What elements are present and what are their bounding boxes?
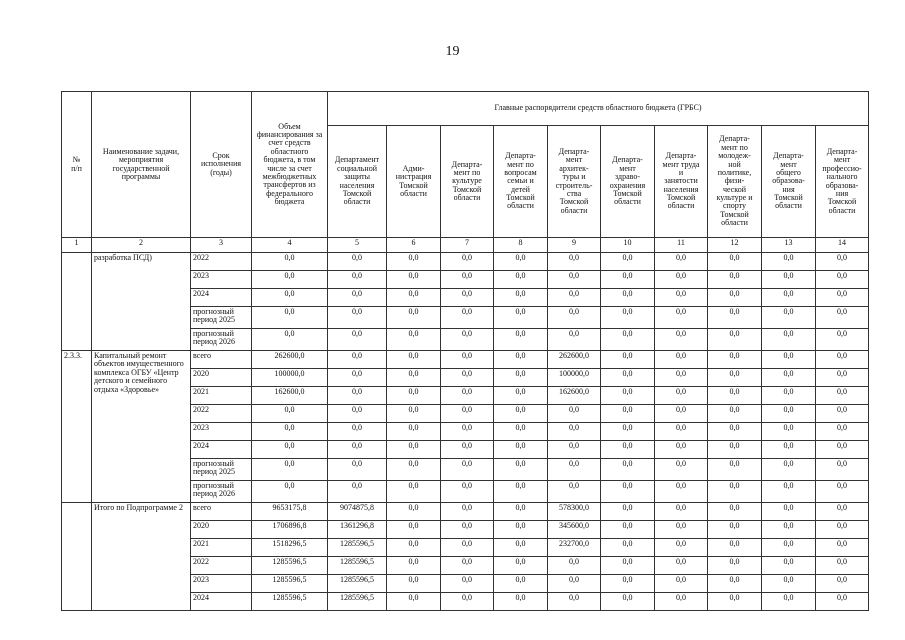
grbs-value-cell: 0,0 — [762, 405, 816, 423]
term-cell: прогнозный период 2025 — [191, 459, 252, 481]
term-cell: прогнозный период 2026 — [191, 329, 252, 351]
column-number: 14 — [816, 238, 869, 253]
grbs-value-cell: 0,0 — [762, 351, 816, 369]
header-grbs-1: Департамент социальной защиты населения Томской области — [328, 126, 387, 238]
column-number: 7 — [441, 238, 494, 253]
grbs-value-cell: 0,0 — [708, 289, 762, 307]
grbs-value-cell: 0,0 — [655, 539, 708, 557]
grbs-value-cell: 0,0 — [708, 307, 762, 329]
grbs-value-cell: 0,0 — [655, 405, 708, 423]
grbs-value-cell: 0,0 — [708, 575, 762, 593]
column-number: 5 — [328, 238, 387, 253]
grbs-value-cell: 0,0 — [762, 575, 816, 593]
grbs-value-cell: 0,0 — [494, 459, 548, 481]
grbs-value-cell: 0,0 — [601, 503, 655, 521]
header-col-volume: Объем финансирования за счет средств областного бюджета, в том числе за счет межбюджетных трансфертов из федерального бюджета — [252, 92, 328, 238]
grbs-value-cell: 0,0 — [601, 387, 655, 405]
header-grbs-2: Адми- нистрация Томской области — [387, 126, 441, 238]
grbs-value-cell: 0,0 — [762, 289, 816, 307]
term-cell: 2022 — [191, 253, 252, 271]
total-cell: 0,0 — [252, 441, 328, 459]
grbs-value-cell: 0,0 — [441, 593, 494, 611]
total-cell: 162600,0 — [252, 387, 328, 405]
grbs-value-cell: 0,0 — [708, 503, 762, 521]
grbs-value-cell: 0,0 — [328, 253, 387, 271]
grbs-value-cell: 0,0 — [601, 423, 655, 441]
grbs-value-cell: 0,0 — [387, 329, 441, 351]
grbs-value-cell: 0,0 — [816, 459, 869, 481]
grbs-value-cell: 0,0 — [387, 405, 441, 423]
grbs-value-cell: 0,0 — [762, 329, 816, 351]
total-cell: 0,0 — [252, 307, 328, 329]
grbs-value-cell: 0,0 — [655, 441, 708, 459]
grbs-value-cell: 0,0 — [441, 459, 494, 481]
grbs-value-cell: 0,0 — [548, 441, 601, 459]
grbs-value-cell: 0,0 — [494, 593, 548, 611]
grbs-value-cell: 0,0 — [762, 503, 816, 521]
grbs-value-cell: 0,0 — [655, 369, 708, 387]
grbs-value-cell: 0,0 — [762, 459, 816, 481]
grbs-value-cell: 0,0 — [441, 503, 494, 521]
grbs-value-cell: 0,0 — [655, 459, 708, 481]
grbs-value-cell: 0,0 — [816, 307, 869, 329]
grbs-value-cell: 0,0 — [548, 593, 601, 611]
grbs-value-cell: 0,0 — [387, 441, 441, 459]
row-index — [62, 253, 92, 351]
column-number: 2 — [92, 238, 191, 253]
budget-table — [61, 91, 869, 611]
grbs-value-cell: 0,0 — [655, 557, 708, 575]
grbs-value-cell: 0,0 — [708, 459, 762, 481]
grbs-value-cell: 0,0 — [762, 307, 816, 329]
header-grbs-8: Департа- мент по молодеж- ной политике, физи- ческой культуре и спорту Томской области — [708, 126, 762, 238]
grbs-value-cell: 0,0 — [655, 387, 708, 405]
grbs-value-cell: 0,0 — [441, 481, 494, 503]
header-grbs-6: Департа- мент здраво- охранения Томской области — [601, 126, 655, 238]
term-cell: прогнозный период 2026 — [191, 481, 252, 503]
grbs-value-cell: 0,0 — [328, 351, 387, 369]
grbs-value-cell: 0,0 — [762, 369, 816, 387]
grbs-value-cell: 0,0 — [548, 575, 601, 593]
total-cell: 262600,0 — [252, 351, 328, 369]
grbs-value-cell: 0,0 — [494, 521, 548, 539]
grbs-value-cell: 0,0 — [494, 557, 548, 575]
grbs-value-cell: 0,0 — [816, 575, 869, 593]
grbs-value-cell: 0,0 — [494, 271, 548, 289]
table-row — [62, 351, 869, 369]
total-cell: 100000,0 — [252, 369, 328, 387]
total-cell: 1285596,5 — [252, 557, 328, 575]
term-cell: всего — [191, 503, 252, 521]
column-number: 9 — [548, 238, 601, 253]
column-number: 12 — [708, 238, 762, 253]
header-grbs-7: Департа- мент труда и занятости населения Томской области — [655, 126, 708, 238]
total-cell: 0,0 — [252, 289, 328, 307]
term-cell: 2022 — [191, 405, 252, 423]
grbs-value-cell: 0,0 — [601, 289, 655, 307]
grbs-value-cell: 0,0 — [601, 593, 655, 611]
header-col-no: № п/п — [62, 92, 92, 238]
grbs-value-cell: 0,0 — [494, 539, 548, 557]
grbs-value-cell: 0,0 — [387, 271, 441, 289]
grbs-value-cell: 0,0 — [601, 271, 655, 289]
grbs-value-cell: 0,0 — [387, 481, 441, 503]
total-cell: 9653175,8 — [252, 503, 328, 521]
grbs-value-cell: 0,0 — [816, 369, 869, 387]
grbs-value-cell: 0,0 — [816, 593, 869, 611]
header-grbs-title: Главные распорядители средств областного бюджета (ГРБС) — [328, 92, 869, 126]
grbs-value-cell: 0,0 — [441, 329, 494, 351]
grbs-value-cell: 0,0 — [548, 289, 601, 307]
term-cell: 2020 — [191, 521, 252, 539]
column-number: 10 — [601, 238, 655, 253]
grbs-value-cell: 0,0 — [601, 307, 655, 329]
grbs-value-cell: 0,0 — [328, 329, 387, 351]
grbs-value-cell: 0,0 — [708, 351, 762, 369]
header-grbs-3: Департа- мент по культуре Томской области — [441, 126, 494, 238]
grbs-value-cell: 0,0 — [328, 387, 387, 405]
grbs-value-cell: 0,0 — [387, 253, 441, 271]
grbs-value-cell: 0,0 — [387, 521, 441, 539]
grbs-value-cell: 232700,0 — [548, 539, 601, 557]
grbs-value-cell: 0,0 — [328, 271, 387, 289]
grbs-value-cell: 578300,0 — [548, 503, 601, 521]
grbs-value-cell: 0,0 — [655, 593, 708, 611]
grbs-value-cell: 0,0 — [762, 539, 816, 557]
total-cell: 0,0 — [252, 459, 328, 481]
grbs-value-cell: 0,0 — [328, 405, 387, 423]
grbs-value-cell: 0,0 — [387, 423, 441, 441]
grbs-value-cell: 0,0 — [762, 271, 816, 289]
column-number: 6 — [387, 238, 441, 253]
grbs-value-cell: 1285596,5 — [328, 593, 387, 611]
grbs-value-cell: 0,0 — [548, 405, 601, 423]
grbs-value-cell: 1285596,5 — [328, 539, 387, 557]
grbs-value-cell: 0,0 — [328, 441, 387, 459]
grbs-value-cell: 0,0 — [816, 539, 869, 557]
grbs-value-cell: 1285596,5 — [328, 575, 387, 593]
grbs-value-cell: 0,0 — [601, 351, 655, 369]
grbs-value-cell: 0,0 — [387, 387, 441, 405]
grbs-value-cell: 0,0 — [494, 253, 548, 271]
grbs-value-cell: 0,0 — [494, 369, 548, 387]
header-grbs-10: Департа- мент профессио- нального образова- ния Томской области — [816, 126, 869, 238]
column-number-row — [62, 238, 869, 253]
grbs-value-cell: 0,0 — [441, 441, 494, 459]
grbs-value-cell: 0,0 — [548, 329, 601, 351]
grbs-value-cell: 0,0 — [548, 253, 601, 271]
header-col-name: Наименование задачи, мероприятия государственной программы — [92, 92, 191, 238]
grbs-value-cell: 0,0 — [655, 503, 708, 521]
grbs-value-cell: 0,0 — [387, 593, 441, 611]
grbs-value-cell: 0,0 — [816, 351, 869, 369]
grbs-value-cell: 0,0 — [762, 441, 816, 459]
column-number: 11 — [655, 238, 708, 253]
grbs-value-cell: 9074875,8 — [328, 503, 387, 521]
grbs-value-cell: 0,0 — [441, 289, 494, 307]
grbs-value-cell: 0,0 — [601, 329, 655, 351]
grbs-value-cell: 0,0 — [441, 369, 494, 387]
column-number: 8 — [494, 238, 548, 253]
term-cell: 2023 — [191, 271, 252, 289]
grbs-value-cell: 0,0 — [548, 423, 601, 441]
term-cell: прогнозный период 2025 — [191, 307, 252, 329]
grbs-value-cell: 0,0 — [601, 575, 655, 593]
grbs-value-cell: 0,0 — [441, 351, 494, 369]
grbs-value-cell: 0,0 — [655, 351, 708, 369]
total-cell: 0,0 — [252, 405, 328, 423]
grbs-value-cell: 0,0 — [494, 289, 548, 307]
grbs-value-cell: 0,0 — [601, 539, 655, 557]
grbs-value-cell: 0,0 — [601, 441, 655, 459]
total-cell: 0,0 — [252, 271, 328, 289]
grbs-value-cell: 0,0 — [328, 459, 387, 481]
total-cell: 1518296,5 — [252, 539, 328, 557]
grbs-value-cell: 0,0 — [816, 557, 869, 575]
table-row — [62, 503, 869, 521]
term-cell: всего — [191, 351, 252, 369]
grbs-value-cell: 0,0 — [655, 575, 708, 593]
total-cell: 1706896,8 — [252, 521, 328, 539]
grbs-value-cell: 0,0 — [328, 481, 387, 503]
total-cell: 1285596,5 — [252, 593, 328, 611]
grbs-value-cell: 0,0 — [328, 307, 387, 329]
grbs-value-cell: 0,0 — [494, 307, 548, 329]
grbs-value-cell: 0,0 — [328, 289, 387, 307]
grbs-value-cell: 0,0 — [494, 387, 548, 405]
grbs-value-cell: 0,0 — [762, 253, 816, 271]
grbs-value-cell: 162600,0 — [548, 387, 601, 405]
grbs-value-cell: 0,0 — [494, 503, 548, 521]
grbs-value-cell: 0,0 — [328, 369, 387, 387]
activity-name: Итого по Подпрограмме 2 — [92, 503, 191, 611]
term-cell: 2024 — [191, 593, 252, 611]
grbs-value-cell: 0,0 — [601, 253, 655, 271]
grbs-value-cell: 0,0 — [816, 271, 869, 289]
grbs-value-cell: 0,0 — [328, 423, 387, 441]
grbs-value-cell: 0,0 — [387, 369, 441, 387]
total-cell: 0,0 — [252, 481, 328, 503]
grbs-value-cell: 0,0 — [548, 481, 601, 503]
term-cell: 2024 — [191, 441, 252, 459]
total-cell: 0,0 — [252, 253, 328, 271]
term-cell: 2021 — [191, 387, 252, 405]
grbs-value-cell: 0,0 — [601, 405, 655, 423]
row-index — [62, 503, 92, 611]
grbs-value-cell: 0,0 — [441, 253, 494, 271]
column-number: 4 — [252, 238, 328, 253]
page-number: 19 — [445, 44, 460, 59]
grbs-value-cell: 0,0 — [816, 289, 869, 307]
grbs-value-cell: 0,0 — [441, 521, 494, 539]
header-grbs-5: Департа- мент архитек- туры и строитель- ства Томской области — [548, 126, 601, 238]
grbs-value-cell: 1285596,5 — [328, 557, 387, 575]
grbs-value-cell: 0,0 — [441, 405, 494, 423]
grbs-value-cell: 0,0 — [762, 521, 816, 539]
grbs-value-cell: 0,0 — [494, 351, 548, 369]
grbs-value-cell: 0,0 — [708, 521, 762, 539]
grbs-value-cell: 0,0 — [816, 405, 869, 423]
grbs-value-cell: 0,0 — [601, 557, 655, 575]
grbs-value-cell: 0,0 — [494, 481, 548, 503]
grbs-value-cell: 0,0 — [387, 351, 441, 369]
grbs-value-cell: 0,0 — [708, 539, 762, 557]
grbs-value-cell: 0,0 — [548, 271, 601, 289]
grbs-value-cell: 100000,0 — [548, 369, 601, 387]
grbs-value-cell: 0,0 — [441, 575, 494, 593]
grbs-value-cell: 0,0 — [387, 289, 441, 307]
grbs-value-cell: 0,0 — [601, 521, 655, 539]
grbs-value-cell: 0,0 — [387, 557, 441, 575]
grbs-value-cell: 0,0 — [762, 387, 816, 405]
grbs-value-cell: 0,0 — [762, 423, 816, 441]
grbs-value-cell: 0,0 — [816, 481, 869, 503]
column-number: 13 — [762, 238, 816, 253]
grbs-value-cell: 0,0 — [655, 329, 708, 351]
grbs-value-cell: 0,0 — [762, 481, 816, 503]
term-cell: 2020 — [191, 369, 252, 387]
grbs-value-cell: 262600,0 — [548, 351, 601, 369]
grbs-value-cell: 0,0 — [441, 307, 494, 329]
term-cell: 2022 — [191, 557, 252, 575]
grbs-value-cell: 0,0 — [441, 539, 494, 557]
term-cell: 2024 — [191, 289, 252, 307]
grbs-value-cell: 0,0 — [494, 575, 548, 593]
activity-name: Капитальный ремонт объектов имущественного комплекса ОГБУ «Центр детского и семейного отдыха «Здоровье» — [92, 351, 191, 503]
grbs-value-cell: 0,0 — [494, 423, 548, 441]
grbs-value-cell: 0,0 — [548, 307, 601, 329]
grbs-value-cell: 0,0 — [708, 481, 762, 503]
table-row — [62, 253, 869, 271]
grbs-value-cell: 0,0 — [708, 387, 762, 405]
grbs-value-cell: 0,0 — [655, 481, 708, 503]
total-cell: 1285596,5 — [252, 575, 328, 593]
grbs-value-cell: 0,0 — [708, 329, 762, 351]
grbs-value-cell: 0,0 — [816, 503, 869, 521]
grbs-value-cell: 0,0 — [655, 423, 708, 441]
grbs-value-cell: 0,0 — [441, 387, 494, 405]
header-col-term: Срок исполнения (годы) — [191, 92, 252, 238]
grbs-value-cell: 1361296,8 — [328, 521, 387, 539]
grbs-value-cell: 0,0 — [494, 441, 548, 459]
grbs-value-cell: 0,0 — [441, 557, 494, 575]
grbs-value-cell: 0,0 — [655, 253, 708, 271]
grbs-value-cell: 0,0 — [816, 329, 869, 351]
grbs-value-cell: 0,0 — [601, 481, 655, 503]
grbs-value-cell: 0,0 — [708, 405, 762, 423]
term-cell: 2021 — [191, 539, 252, 557]
grbs-value-cell: 0,0 — [816, 441, 869, 459]
grbs-value-cell: 0,0 — [708, 441, 762, 459]
grbs-value-cell: 0,0 — [655, 307, 708, 329]
grbs-value-cell: 0,0 — [387, 575, 441, 593]
activity-name: разработка ПСД) — [92, 253, 191, 351]
grbs-value-cell: 0,0 — [655, 289, 708, 307]
grbs-value-cell: 0,0 — [762, 557, 816, 575]
grbs-value-cell: 0,0 — [708, 593, 762, 611]
grbs-value-cell: 0,0 — [387, 459, 441, 481]
grbs-value-cell: 0,0 — [708, 253, 762, 271]
grbs-value-cell: 0,0 — [601, 369, 655, 387]
grbs-value-cell: 0,0 — [708, 369, 762, 387]
grbs-value-cell: 0,0 — [387, 307, 441, 329]
grbs-value-cell: 0,0 — [494, 329, 548, 351]
grbs-value-cell: 0,0 — [708, 557, 762, 575]
grbs-value-cell: 0,0 — [601, 459, 655, 481]
column-number: 1 — [62, 238, 92, 253]
table-header — [62, 92, 869, 253]
grbs-value-cell: 0,0 — [387, 539, 441, 557]
table-body — [62, 253, 869, 611]
grbs-value-cell: 0,0 — [708, 271, 762, 289]
grbs-value-cell: 0,0 — [816, 521, 869, 539]
grbs-value-cell: 0,0 — [655, 521, 708, 539]
grbs-value-cell: 0,0 — [655, 271, 708, 289]
total-cell: 0,0 — [252, 329, 328, 351]
grbs-value-cell: 0,0 — [816, 253, 869, 271]
header-grbs-4: Департа- мент по вопросам семьи и детей Томской области — [494, 126, 548, 238]
grbs-value-cell: 0,0 — [816, 387, 869, 405]
term-cell: 2023 — [191, 423, 252, 441]
grbs-value-cell: 0,0 — [816, 423, 869, 441]
grbs-value-cell: 0,0 — [387, 503, 441, 521]
grbs-value-cell: 0,0 — [441, 271, 494, 289]
total-cell: 0,0 — [252, 423, 328, 441]
grbs-value-cell: 0,0 — [762, 593, 816, 611]
column-number: 3 — [191, 238, 252, 253]
row-index: 2.3.3. — [62, 351, 92, 503]
grbs-value-cell: 345600,0 — [548, 521, 601, 539]
grbs-value-cell: 0,0 — [441, 423, 494, 441]
header-grbs-9: Департа- мент общего образова- ния Томской области — [762, 126, 816, 238]
grbs-value-cell: 0,0 — [548, 557, 601, 575]
grbs-value-cell: 0,0 — [494, 405, 548, 423]
term-cell: 2023 — [191, 575, 252, 593]
grbs-value-cell: 0,0 — [548, 459, 601, 481]
grbs-value-cell: 0,0 — [708, 423, 762, 441]
